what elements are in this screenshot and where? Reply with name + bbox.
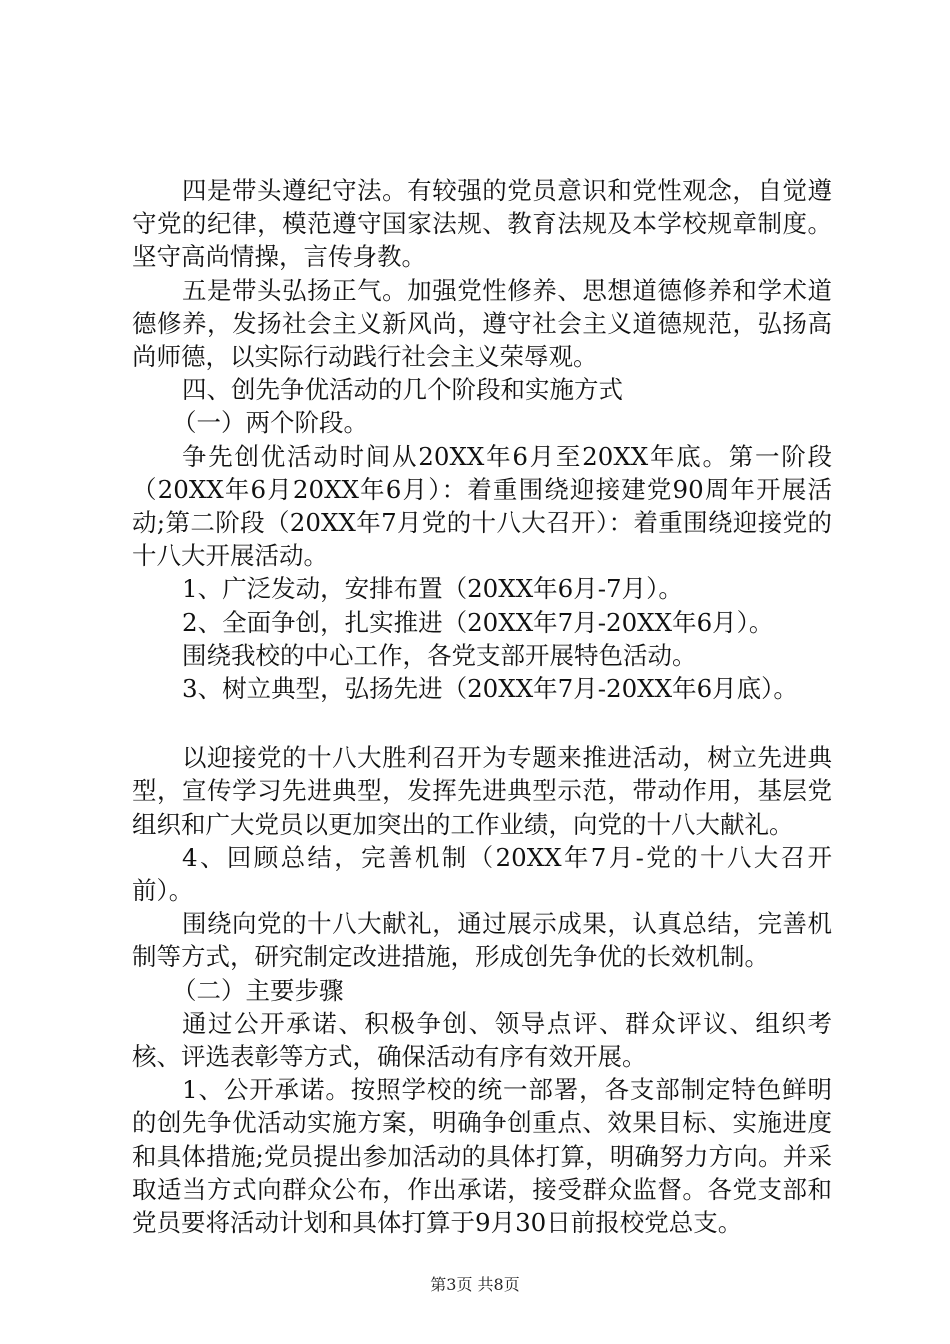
list-item-review: 4、回顾总结，完善机制（20XX年7月-党的十八大召开前）。 <box>132 842 832 906</box>
subsection-heading-two-stages: （一）两个阶段。 <box>172 408 368 438</box>
paragraph-integrity: 五是带头弘扬正气。加强党性修养、思想道德修养和学术道德修养，发扬社会主义新风尚，遵守社会主义道德规范，弘扬高尚师德，以实际行动践行社会主义荣辱观。 <box>132 275 832 372</box>
paragraph-congress-theme: 以迎接党的十八大胜利召开为专题来推进活动，树立先进典型，宣传学习先进典型，发挥先进典型示范，带动作用，基层党组织和广大党员以更加突出的工作业绩，向党的十八大献礼。 <box>132 743 832 839</box>
subsection-heading-main-steps: （二）主要步骤 <box>172 975 344 1005</box>
blank-line <box>132 705 832 741</box>
paragraph-discipline: 四是带头遵纪守法。有较强的党员意识和党性观念，自觉遵守党的纪律，模范遵守国家法规、教育法规及本学校规章制度。坚守高尚情操，言传身教。 <box>132 176 832 272</box>
list-item-advance: 2、全面争创，扎实推进（20XX年7月-20XX年6月）。 <box>182 607 774 637</box>
list-item-models: 3、树立典型，弘扬先进（20XX年7月-20XX年6月底）。 <box>182 674 798 704</box>
document-body <box>132 174 832 1239</box>
paragraph-featured-activities: 围绕我校的中心工作，各党支部开展特色活动。 <box>182 640 697 670</box>
paragraph-timeline: 争先创优活动时间从20XX年6月至20XX年底。第一阶段（20XX年6月20XX年6月）：着重围绕迎接建党90周年开展活动;第二阶段（20XX年7月党的十八大召开）：着重围绕迎接党的十八大开展活动。 <box>132 441 832 571</box>
paragraph-public-commitment: 1、公开承诺。按照学校的统一部署，各支部制定特色鲜明的创先争优活动实施方案，明确争创重点、效果目标、实施进度和具体措施;党员提出参加活动的具体打算，明确努力方向。并采取适当方式向群众公布，作出承诺，接受群众监督。各党支部和党员要将活动计划和具体打算于9月30日前报校党总支。 <box>132 1075 832 1238</box>
list-item-mobilize: 1、广泛发动，安排布置（20XX年6月-7月）。 <box>182 574 683 604</box>
page-number-footer: 第3页 共8页 <box>430 1275 520 1294</box>
paragraph-mechanism: 围绕向党的十八大献礼，通过展示成果，认真总结，完善机制等方式，研究制定改进措施，形成创先争优的长效机制。 <box>132 909 832 972</box>
paragraph-steps-overview: 通过公开承诺、积极争创、领导点评、群众评议、组织考核、评选表彰等方式，确保活动有序有效开展。 <box>132 1008 832 1072</box>
section-heading-stages: 四、创先争优活动的几个阶段和实施方式 <box>182 375 623 405</box>
